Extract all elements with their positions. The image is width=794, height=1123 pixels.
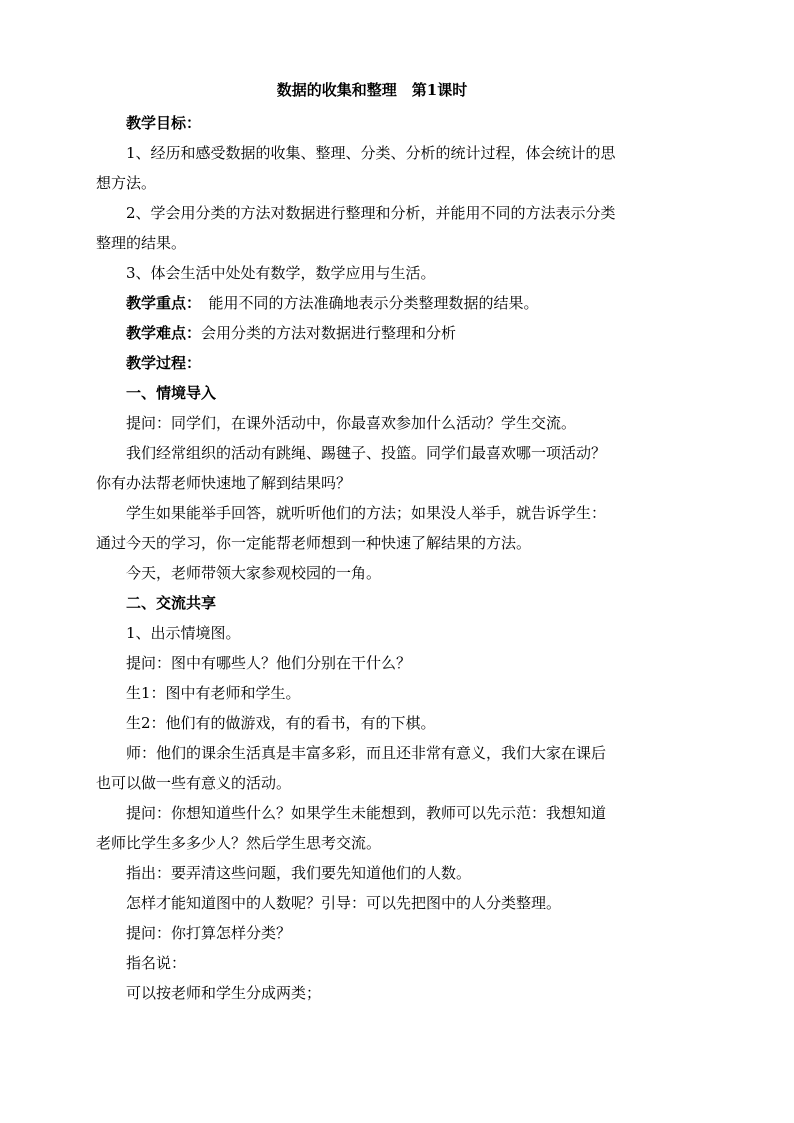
paragraph: 提问：图中有哪些人？他们分别在干什么？ — [126, 654, 412, 672]
objective-3: 3、体会生活中处处有数学，数学应用与生活。 — [126, 264, 436, 282]
paragraph: 今天，老师带领大家参观校园的一角。 — [126, 564, 382, 582]
paragraph: 师：他们的课余生活真是丰富多彩，而且还非常有意义，我们大家在课后也可以做一些有意义的活动。 — [96, 744, 607, 792]
difficulty-label: 教学难点： — [126, 324, 202, 342]
paragraph: 可以按老师和学生分成两类； — [126, 984, 322, 1002]
objectives-heading: 教学目标： — [126, 114, 202, 132]
difficulty — [96, 318, 616, 348]
section-2-heading: 二、交流共享 — [126, 594, 217, 612]
paragraph: 指出：要弄清这些问题，我们要先知道他们的人数。 — [126, 864, 472, 882]
paragraph: 提问：同学们，在课外活动中，你最喜欢参加什么活动？学生交流。 — [126, 414, 577, 432]
paragraph: 提问：你打算怎样分类？ — [126, 924, 292, 942]
objective-1: 1、经历和感受数据的收集、整理、分类、分析的统计过程，体会统计的思想方法。 — [96, 144, 616, 192]
paragraph: 学生如果能举手回答，就听听他们的方法；如果没人举手，就告诉学生：通过今天的学习，你一定能帮老师想到一种快速了解结果的方法。 — [96, 504, 607, 552]
document-title: 数据的收集和整理 第1课时 — [276, 81, 468, 99]
document-body — [96, 108, 616, 1008]
objective-2: 2、学会用分类的方法对数据进行整理和分析，并能用不同的方法表示分类整理的结果。 — [96, 204, 616, 252]
key-point — [96, 288, 616, 318]
paragraph: 提问：你想知道些什么？如果学生未能想到，教师可以先示范：我想知道老师比学生多多少人？然后学生思考交流。 — [96, 804, 607, 852]
process-heading: 教学过程： — [126, 354, 202, 372]
key-point-text: 能用不同的方法准确地表示分类整理数据的结果。 — [193, 294, 539, 312]
section-1-heading: 一、情境导入 — [126, 384, 217, 402]
paragraph: 生1：图中有老师和学生。 — [126, 684, 301, 702]
difficulty-text: 会用分类的方法对数据进行整理和分析 — [201, 324, 457, 342]
paragraph: 指名说： — [126, 954, 187, 972]
key-point-label: 教学重点： — [126, 294, 194, 312]
paragraph: 我们经常组织的活动有跳绳、踢毽子、投篮。同学们最喜欢哪一项活动？你有办法帮老师快速地了解到结果吗？ — [96, 444, 607, 492]
paragraph: 1、出示情境图。 — [126, 624, 241, 642]
paragraph: 生2：他们有的做游戏，有的看书，有的下棋。 — [126, 714, 436, 732]
paragraph: 怎样才能知道图中的人数呢？引导：可以先把图中的人分类整理。 — [126, 894, 562, 912]
